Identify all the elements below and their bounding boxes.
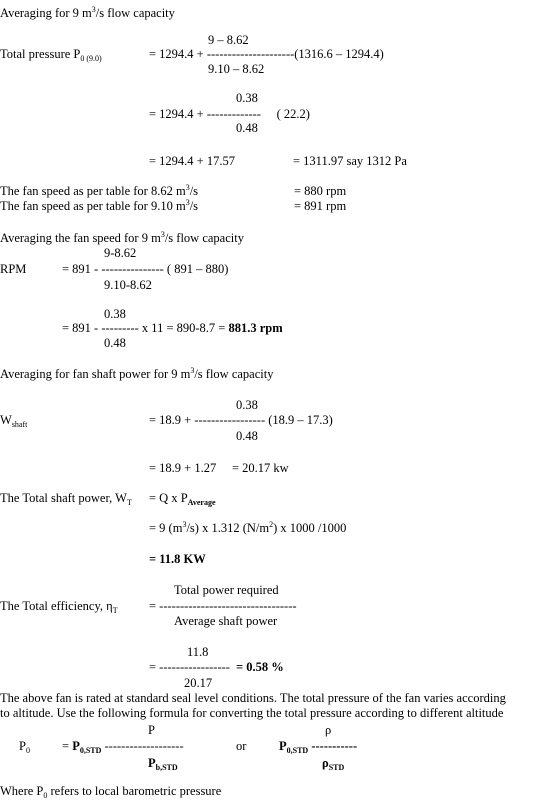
conversion-or: or [236, 739, 247, 753]
shaft-equation: = 18.9 + 1.27 [149, 461, 217, 475]
fraction-numerator: 0.38 [236, 91, 258, 105]
fraction-denominator: 9.10-8.62 [104, 278, 152, 292]
fraction-numerator: Total power required [174, 583, 279, 597]
paragraph-line: to altitude. Use the following formula for converting the total pressure according to different altitude [0, 706, 504, 720]
fraction-denominator: 0.48 [236, 429, 258, 443]
efficiency-label: The Total efficiency, $\eta_T$ [0, 599, 118, 615]
shaft-heading: Averaging for fan shaft power for 9 $m^3/s$ flow capacity [0, 366, 274, 381]
fan-speed-value: = 880 rpm [294, 184, 347, 198]
total-shaft-result: = 11.8 KW [149, 552, 206, 566]
shaft-label: $W_{shaft}$ [0, 413, 28, 429]
efficiency-result: = 0.58 % [236, 660, 284, 674]
fraction-denominator: Average shaft power [174, 614, 278, 628]
fraction-denominator: $P_{b,STD}$ [148, 756, 178, 772]
fan-speed-line: The fan speed as per table for 9.10 $m^3/s$ [0, 198, 199, 213]
fraction-numerator: ρ [325, 723, 332, 737]
fraction-denominator: 0.48 [236, 121, 258, 135]
rpm-heading: Averaging the fan speed for 9 $m^3/s$ flow capacity [0, 230, 244, 245]
fan-speed-line: The fan speed as per table for 8.62 $m^3/s$ [0, 183, 199, 198]
rpm-equation: = 891 - --------- x 11 = 890-8.7 = 881.3 rpm [62, 321, 283, 335]
efficiency-equation: = --------------------------------- [149, 599, 297, 613]
fraction-numerator: 0.38 [104, 307, 126, 321]
total-pressure-equation: = 1294.4 + ---------------------(1316.6 – 1294.4) [149, 47, 384, 61]
total-pressure-equation: = 1294.4 + ------------- ( 22.2) [149, 107, 310, 121]
rpm-equation: = 891 - --------------- ( 891 – 880) [62, 262, 229, 276]
total-shaft-calc: = 9 $(m^3/s)$ x 1.312 $(N/m^2)$ x 1000 /1000 [149, 520, 347, 535]
fraction-numerator: 9 – 8.62 [208, 33, 249, 47]
shaft-result: = 20.17 kw [232, 461, 289, 475]
section-heading: Averaging for 9 $m^3/s$ flow capacity [0, 5, 175, 20]
fraction-denominator: 0.48 [104, 336, 126, 350]
total-pressure-equation: = 1294.4 + 17.57 [149, 154, 235, 168]
fraction-denominator: 9.10 – 8.62 [208, 62, 265, 76]
total-shaft-label: The Total shaft power, $W_T$ [0, 491, 132, 507]
total-pressure-label: Total pressure $P_{0 (9.0)}$ [0, 47, 102, 63]
total-shaft-formula: = Q x $P_{Average}$ [149, 491, 216, 507]
fraction-denominator: 20.17 [184, 676, 213, 690]
paragraph-line: The above fan is rated at standard seal level conditions. The total pressure of the fan varies according [0, 691, 506, 705]
fraction-numerator: P [148, 723, 155, 737]
rpm-result: 881.3 rpm [228, 321, 283, 335]
fraction-numerator: 0.38 [236, 398, 258, 412]
footer-note: Where $P_0$ refers to local barometric pressure [0, 784, 222, 800]
fan-speed-value: = 891 rpm [294, 199, 347, 213]
total-pressure-result: = 1311.97 say 1312 Pa [293, 154, 407, 168]
fraction-denominator: $\rho_{STD}$ [322, 756, 345, 772]
fraction-numerator: 11.8 [187, 645, 209, 659]
conversion-equation-rho: $P_{0,STD}$ ----------- [279, 739, 358, 755]
conversion-label: $P_0$ [19, 739, 30, 755]
conversion-equation: = $P_{0,STD}$ ------------------- [62, 739, 184, 755]
efficiency-equation: = ----------------- [149, 660, 230, 674]
fraction-numerator: 9-8.62 [104, 246, 137, 260]
rpm-label: RPM [0, 262, 27, 276]
shaft-equation: = 18.9 + ----------------- (18.9 – 17.3) [149, 413, 333, 427]
